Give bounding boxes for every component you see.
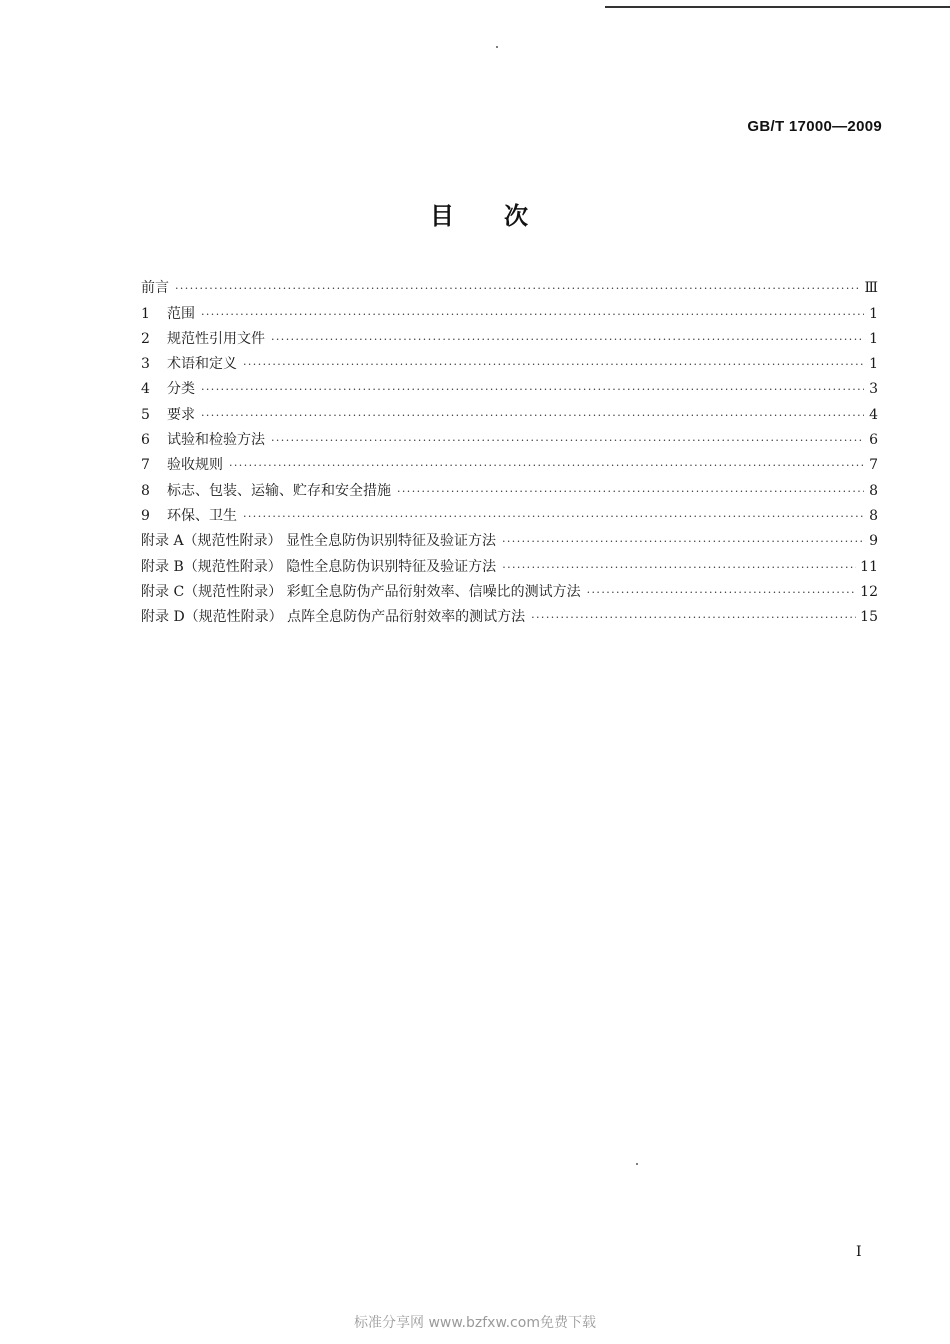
- table-of-contents: [141, 272, 878, 626]
- toc-entry-label: 试验和检验方法: [167, 432, 265, 449]
- toc-entry-terms-definitions[interactable]: [141, 348, 878, 373]
- toc-dot-leader: [243, 357, 864, 373]
- toc-entry-annex-c[interactable]: [141, 576, 878, 601]
- toc-entry-label: 附录 B（规范性附录） 隐性全息防伪识别特征及验证方法: [141, 558, 497, 575]
- toc-entry-page: 4: [869, 406, 878, 423]
- toc-entry-page: 8: [869, 507, 878, 524]
- toc-entry-annex-d[interactable]: [141, 601, 878, 626]
- toc-entry-label: 附录 A（规范性附录） 显性全息防伪识别特征及验证方法: [141, 533, 497, 550]
- toc-entry-page: 1: [869, 330, 878, 347]
- toc-entry-label: 验收规则: [167, 457, 223, 474]
- toc-entry-page: 1: [869, 305, 878, 322]
- toc-entry-label: 标志、包装、运输、贮存和安全措施: [167, 482, 391, 499]
- toc-entry-page: 1: [869, 356, 878, 373]
- toc-entry-acceptance-rules[interactable]: [141, 449, 878, 474]
- toc-entry-number: 2: [141, 330, 150, 347]
- toc-entry-test-methods[interactable]: [141, 424, 878, 449]
- toc-dot-leader: [502, 534, 864, 550]
- toc-entry-label: 附录 D（规范性附录） 点阵全息防伪产品衍射效率的测试方法: [141, 609, 526, 626]
- page-title: 目次: [430, 202, 578, 230]
- toc-dot-leader: [243, 509, 864, 525]
- toc-entry-label: 要求: [167, 406, 195, 423]
- scan-speck: [636, 1163, 638, 1165]
- toc-dot-leader: [502, 560, 856, 576]
- toc-entry-page: 3: [869, 381, 878, 398]
- toc-entry-classification[interactable]: [141, 373, 878, 398]
- toc-entry-number: 5: [141, 406, 150, 423]
- toc-entry-page: 9: [869, 533, 878, 550]
- toc-entry-page: 7: [869, 457, 878, 474]
- toc-entry-number: 9: [141, 507, 150, 524]
- toc-entry-page: 12: [860, 583, 878, 600]
- toc-dot-leader: [201, 307, 864, 323]
- toc-entry-label: 术语和定义: [167, 356, 237, 373]
- toc-dot-leader: [201, 408, 864, 424]
- toc-entry-annex-b[interactable]: [141, 550, 878, 575]
- toc-entry-annex-a[interactable]: [141, 525, 878, 550]
- toc-entry-marking-packaging[interactable]: [141, 474, 878, 499]
- toc-entry-label: 附录 C（规范性附录） 彩虹全息防伪产品衍射效率、信噪比的测试方法: [141, 583, 581, 600]
- toc-dot-leader: [271, 332, 864, 348]
- standard-code: GB/T 17000—2009: [747, 118, 882, 135]
- toc-dot-leader: [175, 281, 860, 297]
- toc-entry-number: 1: [141, 305, 150, 322]
- toc-entry-foreword[interactable]: [141, 272, 878, 297]
- toc-entry-number: 4: [141, 381, 150, 398]
- toc-entry-number: 3: [141, 356, 150, 373]
- toc-entry-normative-references[interactable]: [141, 323, 878, 348]
- toc-dot-leader: [587, 585, 857, 601]
- toc-entry-label: 分类: [167, 381, 195, 398]
- scan-speck: [496, 46, 498, 48]
- toc-entry-page: 8: [869, 482, 878, 499]
- toc-entry-label: 范围: [167, 305, 195, 322]
- toc-entry-page: Ⅲ: [864, 280, 878, 297]
- toc-dot-leader: [271, 433, 864, 449]
- toc-entry-environment-hygiene[interactable]: [141, 500, 878, 525]
- toc-entry-number: 8: [141, 482, 150, 499]
- toc-entry-label: 规范性引用文件: [167, 330, 265, 347]
- toc-entry-scope[interactable]: [141, 297, 878, 322]
- toc-entry-label: 环保、卫生: [167, 507, 237, 524]
- top-rule: [605, 6, 950, 8]
- toc-dot-leader: [531, 610, 856, 626]
- watermark-text: 标准分享网 www.bzfxw.com免费下载: [354, 1315, 596, 1331]
- toc-entry-page: 15: [860, 609, 878, 626]
- toc-entry-label: 前言: [141, 280, 169, 297]
- page-number: I: [856, 1244, 862, 1260]
- toc-dot-leader: [201, 382, 864, 398]
- toc-dot-leader: [397, 484, 864, 500]
- toc-dot-leader: [229, 458, 864, 474]
- toc-entry-number: 6: [141, 432, 150, 449]
- toc-entry-page: 11: [860, 558, 878, 575]
- toc-entry-requirements[interactable]: [141, 398, 878, 423]
- toc-entry-page: 6: [869, 432, 878, 449]
- toc-entry-number: 7: [141, 457, 150, 474]
